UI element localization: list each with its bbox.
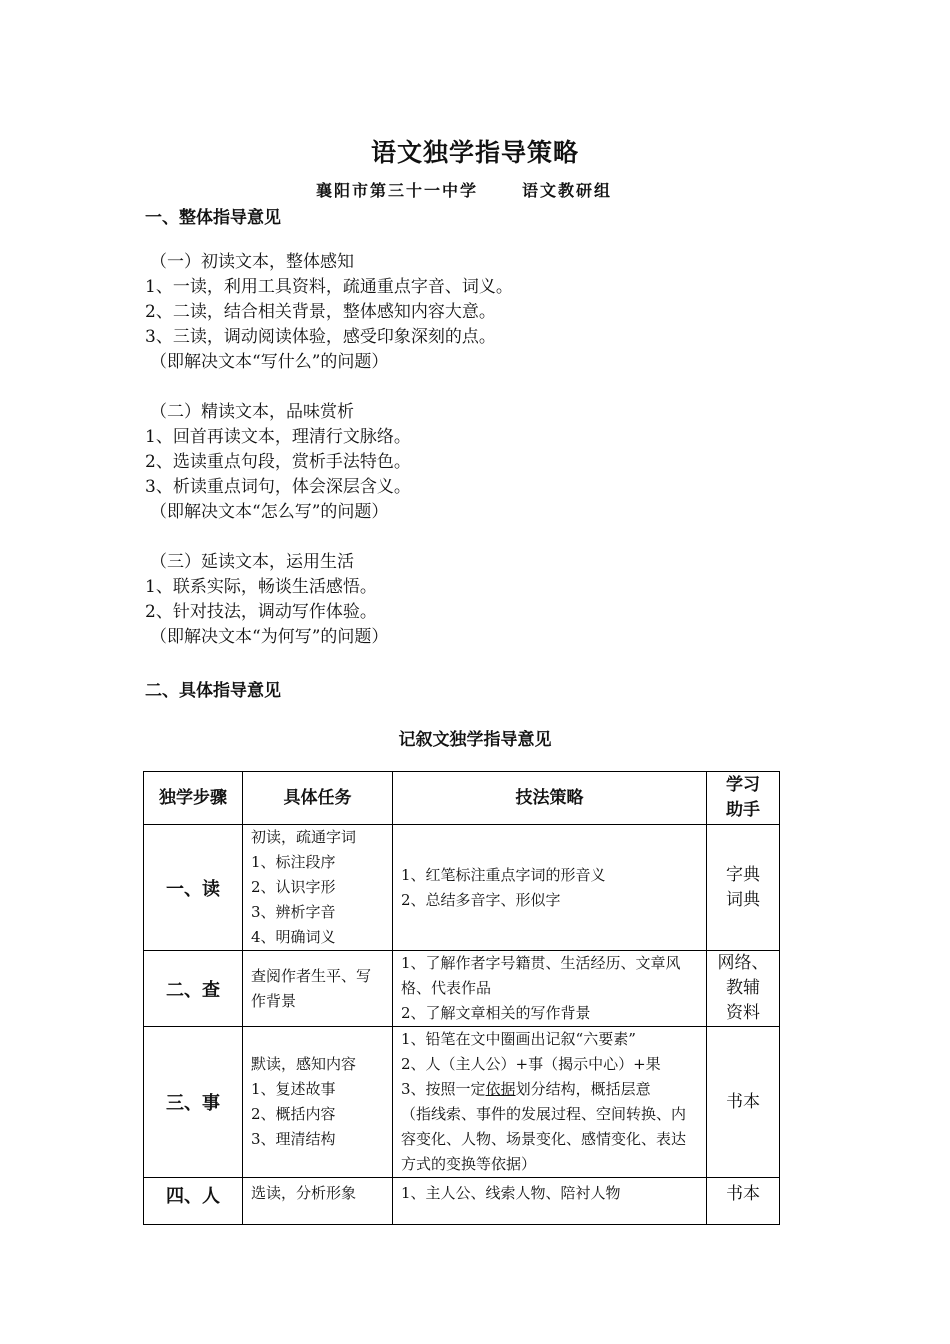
- task-cell: 选读，分析形象: [243, 1178, 393, 1225]
- subtitle: [316, 178, 612, 201]
- table-row: [144, 825, 780, 951]
- part2-title: （二）精读文本，品味赏析: [150, 402, 354, 422]
- method-cell: 1、了解作者字号籍贯、生活经历、文章风格、代表作品 2、了解文章相关的写作背景: [393, 951, 707, 1027]
- method-cell: 1、红笔标注重点字词的形音义 2、总结多音字、形似字: [393, 825, 707, 951]
- part1-line: 2、二读，结合相关背景，整体感知内容大意。: [145, 302, 496, 322]
- part2-line: 1、回首再读文本，理清行文脉络。: [145, 427, 411, 447]
- section2-heading: 二、具体指导意见: [145, 681, 281, 701]
- part3-line: 1、联系实际，畅谈生活感悟。: [145, 577, 377, 597]
- helper-cell: 书本: [707, 1027, 780, 1178]
- part2-note: （即解决文本“怎么写”的问题）: [150, 502, 389, 522]
- step-cell: 三、事: [144, 1027, 243, 1178]
- table-row: [144, 1027, 780, 1178]
- table-row: [144, 1178, 780, 1225]
- method-cell: 1、铅笔在文中圈画出记叙“六要素” 2、人（主人公）+事（揭示中心）+果 3、按照一定依据划分结构，概括层意 （指线索、事件的发展过程、空间转换、内容变化、人物、场景变化、感情变化、表达方式的变换等依据）: [393, 1027, 707, 1178]
- header-task: 具体任务: [243, 772, 393, 825]
- step-cell: 二、查: [144, 951, 243, 1027]
- header-method: 技法策略: [393, 772, 707, 825]
- header-helper: 学习 助手: [707, 772, 780, 825]
- task-cell: 查阅作者生平、写作背景: [243, 951, 393, 1027]
- table-header-row: [144, 772, 780, 825]
- part3-title: （三）延读文本，运用生活: [150, 552, 354, 572]
- table-title: 记叙文独学指导意见: [398, 730, 552, 750]
- part3-line: 2、针对技法，调动写作体验。: [145, 602, 377, 622]
- part1-line: 3、三读，调动阅读体验，感受印象深刻的点。: [145, 327, 496, 347]
- part1-note: （即解决文本“写什么”的问题）: [150, 352, 389, 372]
- part1-line: 1、一读，利用工具资料，疏通重点字音、词义。: [145, 277, 513, 297]
- section1-heading: 一、整体指导意见: [145, 208, 281, 228]
- helper-cell: 网络、 教辅 资料: [707, 951, 780, 1027]
- part3-note: （即解决文本“为何写”的问题）: [150, 627, 389, 647]
- underlined-word: 依据: [485, 1080, 516, 1098]
- task-cell: 初读，疏通字词 1、标注段序 2、认识字形 3、辨析字音 4、明确词义: [243, 825, 393, 951]
- school-name: 襄阳市第三十一中学: [316, 181, 479, 200]
- header-step: 独学步骤: [144, 772, 243, 825]
- step-cell: 一、读: [144, 825, 243, 951]
- method-cell: 1、主人公、线索人物、陪衬人物: [393, 1178, 707, 1225]
- helper-cell: 字典 词典: [707, 825, 780, 951]
- part1-title: （一）初读文本，整体感知: [150, 252, 354, 272]
- group-name: 语文教研组: [522, 181, 613, 200]
- part2-line: 2、选读重点句段，赏析手法特色。: [145, 452, 411, 472]
- helper-cell: 书本: [707, 1178, 780, 1225]
- page-title: 语文独学指导策略: [370, 138, 579, 167]
- step-cell: 四、人: [144, 1178, 243, 1225]
- table-row: [144, 951, 780, 1027]
- task-cell: 默读，感知内容 1、复述故事 2、概括内容 3、理清结构: [243, 1027, 393, 1178]
- guide-table: [143, 771, 780, 1225]
- part2-line: 3、析读重点词句，体会深层含义。: [145, 477, 411, 497]
